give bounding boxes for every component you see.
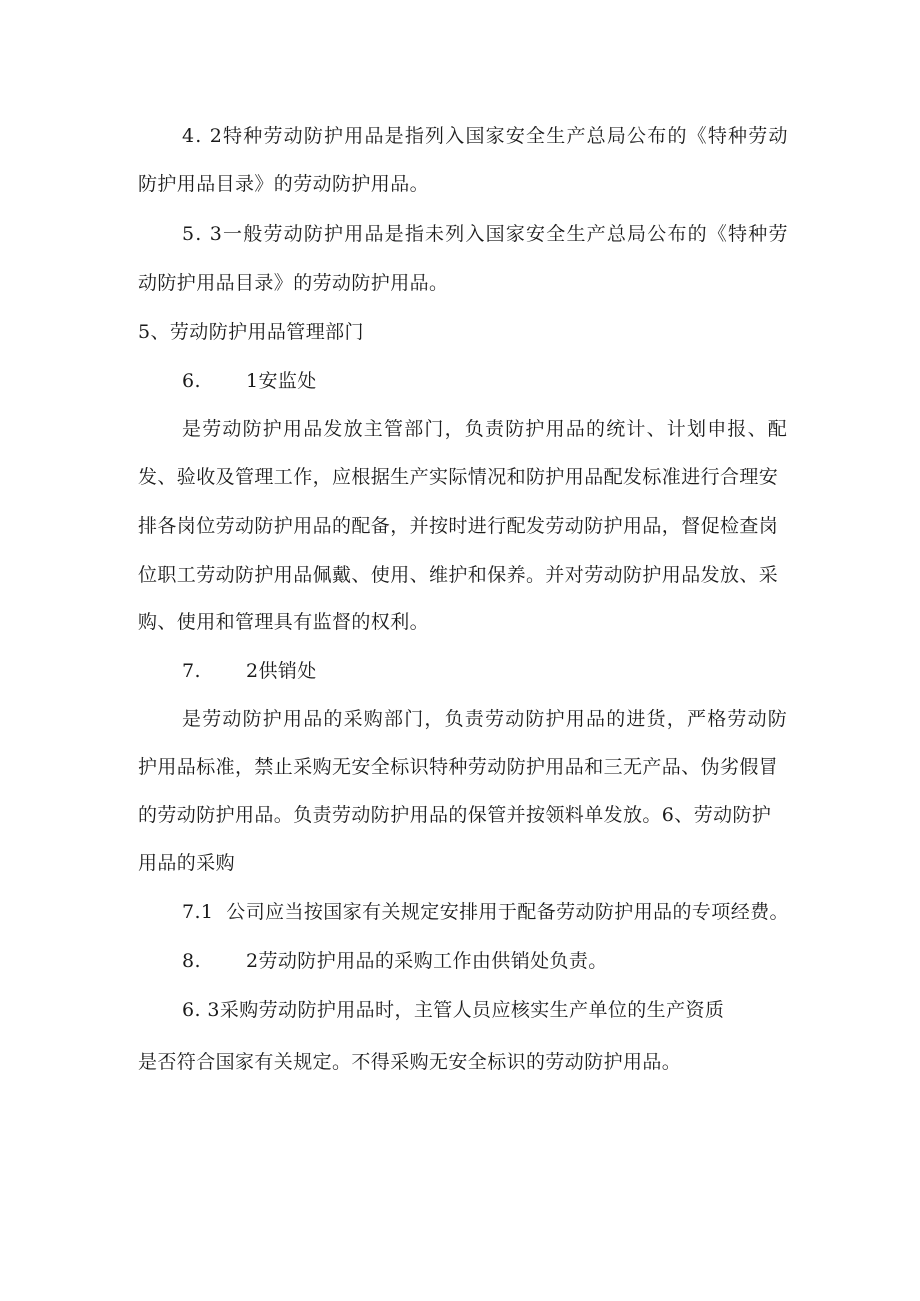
paragraph-line: 4. 2特种劳动防护用品是指列入国家安全生产总局公布的《特种劳动 xyxy=(182,125,789,147)
paragraph-line: 用品的采购 xyxy=(138,852,236,874)
paragraph-line: 是劳动防护用品的采购部门，负责劳动防护用品的进货，严格劳动防 xyxy=(182,708,789,730)
paragraph-line: 8. 2劳动防护用品的采购工作由供销处负责。 xyxy=(182,950,608,972)
paragraph-line: 6. 3采购劳动防护用品时，主管人员应核实生产单位的生产资质 xyxy=(182,999,725,1021)
paragraph-line: 是否符合国家有关规定。不得采购无安全标识的劳动防护用品。 xyxy=(138,1051,682,1073)
paragraph-line: 是劳动防护用品发放主管部门，负责防护用品的统计、计划申报、配 xyxy=(182,418,789,440)
paragraph-line: 7.1 公司应当按国家有关规定安排用于配备劳动防护用品的专项经费。 xyxy=(182,901,789,923)
paragraph-line: 护用品标准，禁止采购无安全标识特种劳动防护用品和三无产品、伪劣假冒 xyxy=(138,756,779,778)
section-heading: 5、劳动防护用品管理部门 xyxy=(138,321,364,343)
paragraph-line: 的劳动防护用品。负责劳动防护用品的保管并按领料单发放。6、劳动防护 xyxy=(138,804,772,826)
paragraph-line: 发、验收及管理工作，应根据生产实际情况和防护用品配发标准进行合理安 xyxy=(138,466,779,488)
subsection-heading: 6. 1安监处 xyxy=(182,370,317,392)
paragraph-line: 购、使用和管理具有监督的权利。 xyxy=(138,611,430,633)
paragraph-line: 5. 3一般劳动防护用品是指未列入国家安全生产总局公布的《特种劳 xyxy=(182,223,789,245)
paragraph-line: 防护用品目录》的劳动防护用品。 xyxy=(138,173,430,195)
paragraph-line: 动防护用品目录》的劳动防护用品。 xyxy=(138,272,449,294)
paragraph-line: 位职工劳动防护用品佩戴、使用、维护和保养。并对劳动防护用品发放、采 xyxy=(138,564,779,586)
paragraph-line: 排各岗位劳动防护用品的配备，并按时进行配发劳动防护用品，督促检查岗 xyxy=(138,515,779,537)
subsection-heading: 7. 2供销处 xyxy=(182,660,317,682)
